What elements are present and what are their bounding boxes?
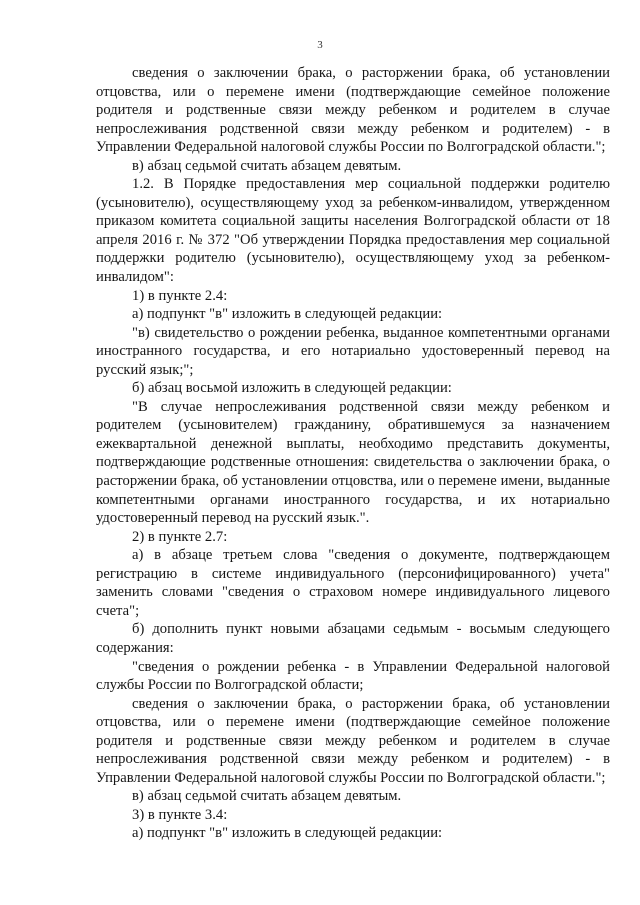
paragraph: сведения о заключении брака, о расторжении брака, об установлении отцовства, или о перемене имени (подтверждающие семейное положение родителя и родственные связи между ребенком и родителем в случае непрослеживания родственной связи между ребенком и родителем) - в Управлении Федеральной налоговой службы России по Волгоградской области."; — [96, 695, 610, 786]
paragraph: а) подпункт "в" изложить в следующей редакции: — [132, 306, 443, 323]
paragraph: "В случае непрослеживания родственной связи между ребенком и родителем (усыновителем) гражданину, обратившемуся за назначением ежеквартальной денежной выплаты, необходимо представить документы, подтверждающие родственные отношения: свидетельства о заключении брака, о расторжении брака, об установлении отцовства, или о перемене имени, выданные компетентными органами иностранного государства, и их нотариально удостоверенный перевод на русский язык.". — [96, 398, 610, 527]
paragraph: 1) в пункте 2.4: — [132, 287, 228, 304]
paragraph: б) дополнить пункт новыми абзацами седьмым - восьмым следующего содержания: — [96, 621, 610, 656]
paragraph: в) абзац седьмой считать абзацем девятым. — [132, 788, 402, 805]
paragraph: б) абзац восьмой изложить в следующей редакции: — [132, 380, 452, 397]
page-number: 3 — [317, 39, 323, 51]
paragraph: в) абзац седьмой считать абзацем девятым. — [132, 157, 402, 174]
paragraph: 3) в пункте 3.4: — [132, 806, 228, 823]
paragraph: а) подпункт "в" изложить в следующей редакции: — [132, 825, 443, 842]
paragraph: "в) свидетельство о рождении ребенка, выданное компетентными органами иностранного государства, и его нотариально удостоверенный перевод на русский язык;"; — [96, 324, 610, 378]
paragraph: 1.2. В Порядке предоставления мер социальной поддержки родителю (усыновителю), осуществляющему уход за ребенком-инвалидом, утвержденном приказом комитета социальной защиты населения Волгоградской области от 18 апреля 2016 г. № 372 "Об утверждении Порядка предоставления мер социальной поддержки родителю (усыновителю), осуществляющему уход за ребенком-инвалидом": — [96, 176, 610, 286]
paragraph: 2) в пункте 2.7: — [132, 528, 228, 545]
document-body — [96, 64, 610, 843]
paragraph: "сведения о рождении ребенка - в Управлении Федеральной налоговой службы России по Волгоградской области; — [96, 658, 610, 694]
paragraph: а) в абзаце третьем слова "сведения о документе, подтверждающем регистрацию в системе индивидуального (персонифицированного) учета" заменить словами "сведения о страховом номере индивидуального лицевого счета"; — [96, 547, 610, 619]
paragraph: сведения о заключении брака, о расторжении брака, об установлении отцовства, или о перемене имени (подтверждающие семейное положение родителя и родственные связи между ребенком и родителем в случае непрослеживания родственной связи между ребенком и родителем) - в Управлении Федеральной налоговой службы России по Волгоградской области."; — [96, 65, 610, 156]
